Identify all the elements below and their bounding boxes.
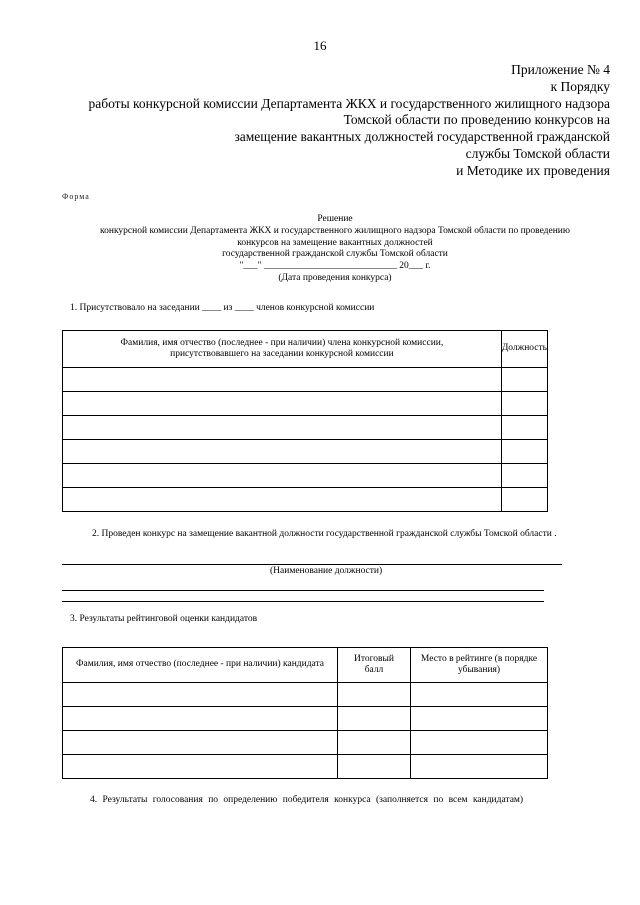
- table-cell[interactable]: [338, 707, 411, 731]
- table-cell[interactable]: [63, 416, 502, 440]
- table-cell[interactable]: [411, 683, 548, 707]
- table-cell[interactable]: [63, 464, 502, 488]
- table-row: [63, 707, 548, 731]
- table-cell[interactable]: [411, 755, 548, 779]
- position-fill-line[interactable]: [62, 564, 562, 565]
- fill-line[interactable]: [62, 590, 544, 591]
- table-cell[interactable]: [63, 392, 502, 416]
- table-row: [63, 731, 548, 755]
- table-cell[interactable]: [411, 731, 548, 755]
- section1-text: 1. Присутствовало на заседании ____ из ____ членов конкурсной комиссии: [70, 303, 375, 313]
- appendix-line: работы конкурсной комиссии Департамента ЖКХ и государственного жилищного надзора: [88, 95, 610, 111]
- appendix-line: замещение вакантных должностей государственной гражданской: [234, 129, 610, 145]
- table-row: [63, 464, 548, 488]
- table-cell[interactable]: [501, 488, 547, 512]
- table-cell[interactable]: [411, 707, 548, 731]
- table-cell[interactable]: [63, 368, 502, 392]
- section4-text: 4. Результаты голосования по определению победителя конкурса (заполняется по всем кандидатам): [90, 795, 524, 805]
- table-cell[interactable]: [338, 731, 411, 755]
- position-caption: (Наименование должности): [270, 566, 383, 576]
- form-label: Форма: [62, 192, 90, 201]
- fill-line[interactable]: [62, 601, 544, 602]
- table-cell[interactable]: [63, 731, 338, 755]
- table-cell[interactable]: [501, 464, 547, 488]
- decision-line: государственной гражданской службы Томской области: [222, 249, 448, 260]
- rank-header: Место в рейтинге (в порядке убывания): [411, 648, 548, 683]
- member-name-header: Фамилия, имя отчество (последнее - при наличии) члена конкурсной комиссии, присутствовавшего на заседании конкурсной комиссии: [63, 331, 502, 368]
- table-header-row: [63, 331, 548, 368]
- table-cell[interactable]: [63, 683, 338, 707]
- table-cell[interactable]: [338, 683, 411, 707]
- table-row: [63, 440, 548, 464]
- table-cell[interactable]: [63, 755, 338, 779]
- table-row: [63, 392, 548, 416]
- appendix-line: Приложение № 4: [511, 62, 610, 77]
- candidate-name-header: Фамилия, имя отчество (последнее - при наличии) кандидата: [63, 648, 338, 683]
- table-cell[interactable]: [501, 368, 547, 392]
- section3-text: 3. Результаты рейтинговой оценки кандидатов: [70, 614, 258, 624]
- appendix-header: [30, 62, 610, 180]
- appendix-line: к Порядку: [550, 78, 610, 94]
- decision-line: конкурсной комиссии Департамента ЖКХ и государственного жилищного надзора Томской области по проведению: [99, 225, 570, 236]
- table-row: [63, 755, 548, 779]
- decision-title: Решение: [317, 214, 353, 224]
- members-table: [62, 330, 548, 512]
- table-cell[interactable]: [501, 440, 547, 464]
- position-header: Должность: [501, 331, 547, 368]
- section2-text: 2. Проведен конкурс на замещение вакантной должности государственной гражданской службы Томской области .: [92, 529, 557, 539]
- appendix-line: и Методике их проведения: [456, 162, 610, 178]
- table-row: [63, 488, 548, 512]
- decision-heading: [50, 214, 620, 285]
- decision-date-caption: (Дата проведения конкурса): [278, 272, 392, 283]
- total-score-header: Итоговый балл: [338, 648, 411, 683]
- appendix-line: Томской области по проведению конкурсов на: [343, 112, 610, 128]
- table-cell[interactable]: [501, 392, 547, 416]
- table-cell[interactable]: [338, 755, 411, 779]
- table-cell[interactable]: [63, 488, 502, 512]
- appendix-line: службы Томской области: [465, 145, 610, 161]
- decision-line: конкурсов на замещение вакантных должностей: [237, 237, 433, 248]
- table-row: [63, 368, 548, 392]
- page-number: 16: [313, 38, 327, 53]
- table-cell[interactable]: [501, 416, 547, 440]
- table-cell[interactable]: [63, 707, 338, 731]
- decision-date-line: "___" ____________________________ 20___ г.: [239, 261, 431, 272]
- table-row: [63, 416, 548, 440]
- table-header-row: [63, 648, 548, 683]
- ranking-table: [62, 647, 548, 779]
- table-cell[interactable]: [63, 440, 502, 464]
- table-row: [63, 683, 548, 707]
